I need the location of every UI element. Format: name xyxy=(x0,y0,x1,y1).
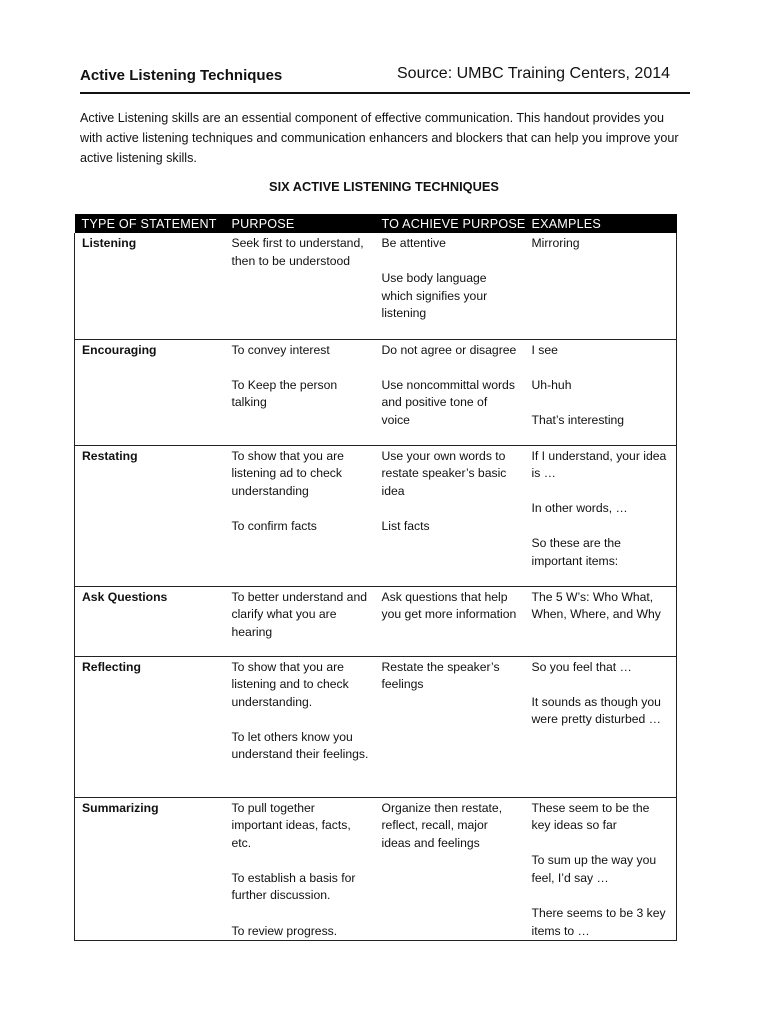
paragraph-gap xyxy=(532,483,671,501)
cell-achieve xyxy=(375,339,525,445)
table-header-row xyxy=(75,214,677,233)
cell-achieve xyxy=(375,656,525,797)
cell-paragraph: Use noncommittal words and positive tone of voice xyxy=(381,377,515,427)
table-row xyxy=(75,586,677,656)
cell-paragraph: Use your own words to restate speaker’s basic idea xyxy=(381,448,507,498)
cell-achieve xyxy=(375,797,525,941)
paragraph-gap xyxy=(532,835,671,853)
table-row xyxy=(75,797,677,941)
cell-type: Restating xyxy=(75,445,225,586)
cell-paragraph: Be attentive xyxy=(381,236,446,250)
paragraph-gap xyxy=(232,852,369,870)
table-body xyxy=(75,233,677,941)
cell-achieve xyxy=(375,233,525,339)
cell-paragraph: That’s interesting xyxy=(531,412,625,427)
cell-paragraph: To review progress. xyxy=(231,923,338,938)
paragraph-gap xyxy=(382,253,519,271)
cell-examples xyxy=(525,339,677,445)
cell-purpose xyxy=(225,586,375,656)
cell-paragraph: Restate the speaker’s feelings xyxy=(381,659,500,692)
cell-paragraph: Ask questions that help you get more information xyxy=(381,589,517,622)
cell-paragraph: To let others know you understand their feelings. xyxy=(231,729,369,762)
paragraph-gap xyxy=(382,500,519,518)
cell-examples xyxy=(525,445,677,586)
header-purpose: PURPOSE xyxy=(225,214,375,233)
paragraph-gap xyxy=(532,518,671,536)
table-row xyxy=(75,445,677,586)
cell-examples xyxy=(525,233,677,339)
cell-paragraph: I see xyxy=(531,342,558,357)
cell-paragraph: Mirroring xyxy=(531,236,580,250)
cell-paragraph: To convey interest xyxy=(231,342,330,357)
cell-paragraph: These seem to be the key ideas so far xyxy=(531,800,650,833)
cell-examples xyxy=(525,656,677,797)
cell-type: Encouraging xyxy=(75,339,225,445)
cell-purpose xyxy=(225,656,375,797)
table-row xyxy=(75,233,677,339)
cell-type: Listening xyxy=(75,233,225,339)
techniques-table xyxy=(74,214,677,941)
header-achieve: TO ACHIEVE PURPOSE xyxy=(375,214,525,233)
paragraph-gap xyxy=(232,359,369,377)
cell-type: Reflecting xyxy=(75,656,225,797)
paragraph-gap xyxy=(532,359,671,377)
document-header xyxy=(80,64,690,94)
cell-paragraph: In other words, … xyxy=(531,501,628,516)
cell-purpose xyxy=(225,445,375,586)
cell-type: Ask Questions xyxy=(75,586,225,656)
cell-paragraph: There seems to be 3 key items to … xyxy=(531,906,666,938)
cell-achieve xyxy=(375,445,525,586)
cell-purpose xyxy=(225,233,375,339)
paragraph-gap xyxy=(232,905,369,923)
cell-paragraph: To better understand and clarify what you are hearing xyxy=(231,589,368,639)
cell-paragraph: List facts xyxy=(381,518,430,533)
cell-paragraph: To establish a basis for further discussion. xyxy=(231,870,356,903)
intro-paragraph: Active Listening skills are an essential component of effective communication. This handout provides you with active listening techniques and communication enhancers and blockers that can help you improve your active listening skills. xyxy=(80,111,679,165)
paragraph-gap xyxy=(232,500,369,518)
document-title: Active Listening Techniques xyxy=(80,67,283,84)
cell-paragraph: Seek first to understand, then to be understood xyxy=(231,236,364,268)
table-row xyxy=(75,339,677,445)
cell-examples xyxy=(525,797,677,941)
cell-paragraph: It sounds as though you were pretty disturbed … xyxy=(531,694,661,727)
paragraph-gap xyxy=(532,887,671,905)
cell-achieve xyxy=(375,586,525,656)
header-examples: EXAMPLES xyxy=(525,214,677,233)
cell-examples xyxy=(525,586,677,656)
cell-paragraph: So you feel that … xyxy=(531,659,632,674)
table-row xyxy=(75,656,677,797)
paragraph-gap xyxy=(232,711,369,729)
cell-purpose xyxy=(225,339,375,445)
cell-paragraph: If I understand, your idea is … xyxy=(531,448,667,481)
cell-paragraph: So these are the important items: xyxy=(531,536,621,569)
cell-paragraph: To pull together important ideas, facts, etc. xyxy=(231,800,351,850)
document-source: Source: UMBC Training Centers, 2014 xyxy=(397,65,671,82)
paragraph-gap xyxy=(532,394,671,412)
cell-paragraph: Uh-huh xyxy=(531,377,572,392)
cell-paragraph: To sum up the way you feel, I’d say … xyxy=(531,853,657,885)
paragraph-gap xyxy=(382,359,519,377)
cell-paragraph: Do not agree or disagree xyxy=(381,342,517,357)
cell-paragraph: To show that you are listening and to check understanding. xyxy=(231,659,349,709)
cell-paragraph: The 5 W’s: Who What, When, Where, and Why xyxy=(531,589,661,622)
header-type: TYPE OF STATEMENT xyxy=(75,214,225,233)
cell-paragraph: To confirm facts xyxy=(231,518,317,533)
cell-paragraph: To Keep the person talking xyxy=(231,377,338,410)
cell-paragraph: To show that you are listening ad to check understanding xyxy=(231,448,344,498)
cell-paragraph: Organize then restate, reflect, recall, major ideas and feelings xyxy=(381,800,503,850)
cell-type: Summarizing xyxy=(75,797,225,941)
cell-paragraph: Use body language which signifies your listening xyxy=(381,271,488,321)
paragraph-gap xyxy=(532,676,671,694)
cell-purpose xyxy=(225,797,375,941)
section-title: SIX ACTIVE LISTENING TECHNIQUES xyxy=(269,179,499,194)
